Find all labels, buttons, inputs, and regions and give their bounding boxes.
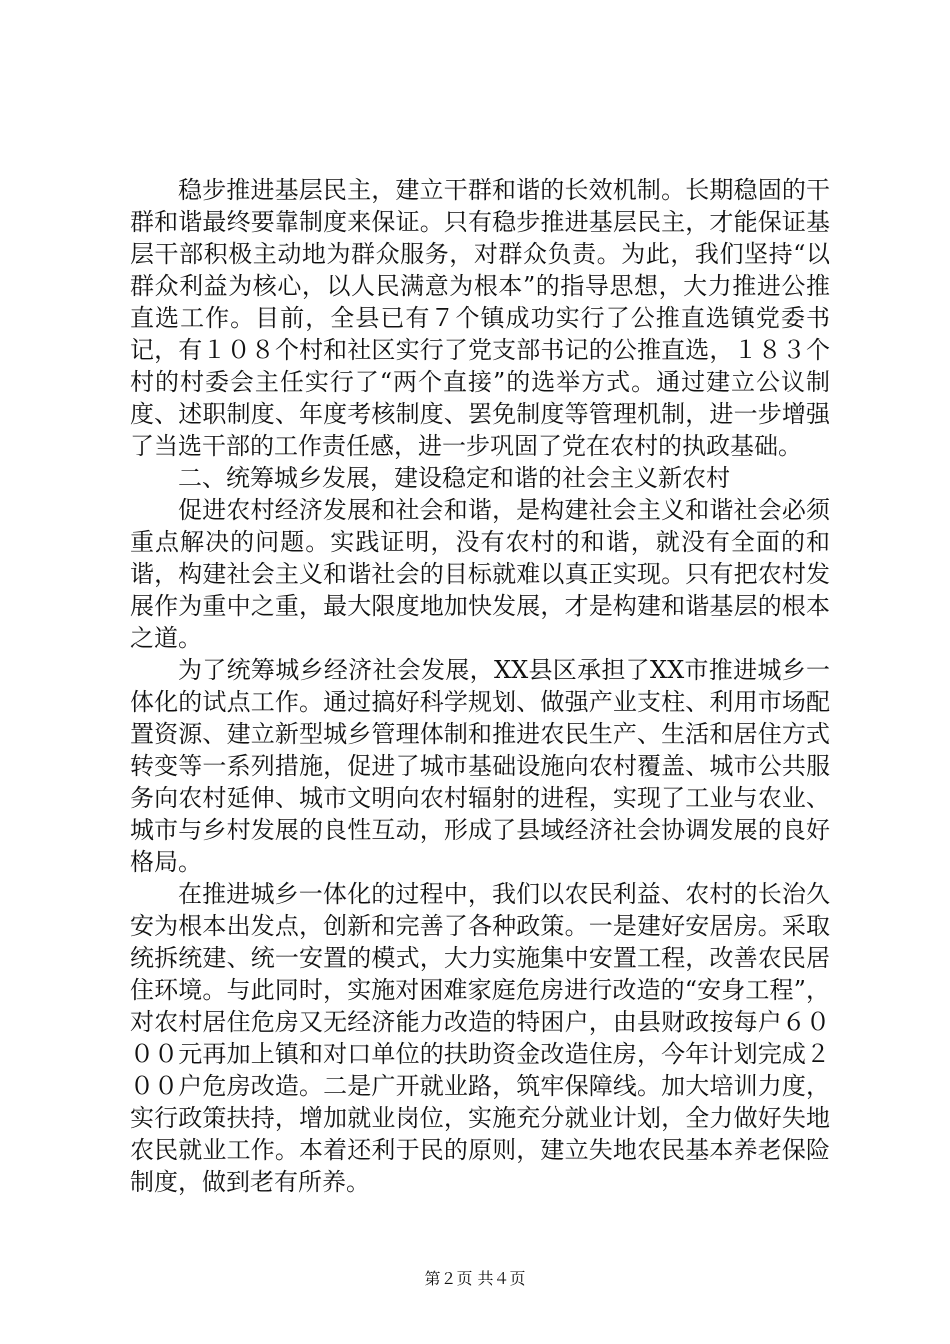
document-body	[130, 174, 830, 1198]
page-number-footer: 第２页 共４页	[424, 1269, 526, 1288]
paragraph-policy-measures: 在推进城乡一体化的过程中，我们以农民利益、农村的长治久安为根本出发点，创新和完善了各种政策。一是建好安居房。采取统拆统建、统一安置的模式，大力实施集中安置工程，改善农民居住环境。与此同时，实施对困难家庭危房进行改造的“安身工程”，对农村居住危房又无经济能力改造的特困户，由县财政按每户６０００元再加上镇和对口单位的扶助资金改造住房，今年计划完成２００户危房改造。二是广开就业路，筑牢保障线。加大培训力度，实行政策扶持，增加就业岗位，实施充分就业计划，全力做好失地农民就业工作。本着还利于民的原则，建立失地农民基本养老保险制度，做到老有所养。	[130, 880, 830, 1196]
paragraph-grassroots-democracy: 稳步推进基层民主，建立干群和谐的长效机制。长期稳固的干群和谐最终要靠制度来保证。只有稳步推进基层民主，才能保证基层干部积极主动地为群众服务，对群众负责。为此，我们坚持“以群众利益为核心，以人民满意为根本”的指导思想，大力推进公推直选工作。目前，全县已有７个镇成功实行了公推直选镇党委书记，有１０８个村和社区实行了党支部书记的公推直选，１８３个村的村委会主任实行了“两个直接”的选举方式。通过建立公议制度、述职制度、年度考核制度、罢免制度等管理机制，进一步增强了当选干部的工作责任感，进一步巩固了党在农村的执政基础。	[130, 176, 830, 460]
section-heading-two: 二、统筹城乡发展，建设稳定和谐的社会主义新农村	[178, 464, 730, 492]
paragraph-urban-rural-integration: 为了统筹城乡经济社会发展，XX县区承担了XX市推进城乡一体化的试点工作。通过搞好科学规划、做强产业支柱、利用市场配置资源、建立新型城乡管理体制和推进农民生产、生活和居住方式转变等一系列措施，促进了城市基础设施向农村覆盖、城市公共服务向农村延伸、城市文明向农村辐射的进程，实现了工业与农业、城市与乡村发展的良性互动，形成了县域经济社会协调发展的良好格局。	[130, 656, 830, 876]
paragraph-rural-harmony: 促进农村经济发展和社会和谐，是构建社会主义和谐社会必须重点解决的问题。实践证明，没有农村的和谐，就没有全面的和谐，构建社会主义和谐社会的目标就难以真正实现。只有把农村发展作为重中之重，最大限度地加快发展，才是构建和谐基层的根本之道。	[130, 496, 830, 652]
